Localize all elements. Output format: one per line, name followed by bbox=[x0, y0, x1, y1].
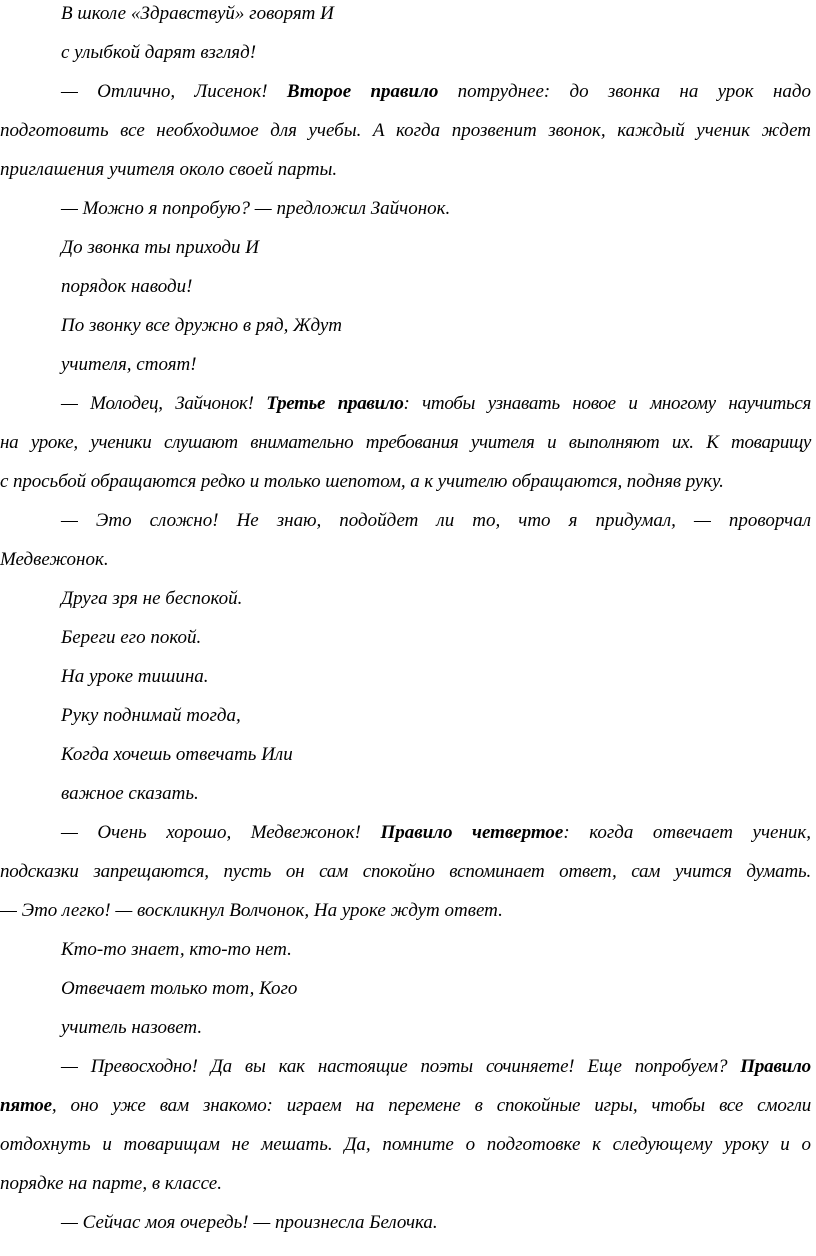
verse-line: порядок наводи! bbox=[61, 276, 193, 297]
rule-heading: Правило четвертое bbox=[380, 822, 564, 843]
verse-line: До звонка ты приходи И bbox=[61, 237, 259, 258]
verse-line: Руку поднимай тогда, bbox=[61, 705, 241, 726]
verse-line: Когда хочешь отвечать Или bbox=[61, 744, 293, 765]
verse-line: По звонку все дружно в ряд, Ждут bbox=[61, 315, 343, 336]
paragraph-line: — Это сложно! Не знаю, подойдет ли то, что я придумал, — проворчал bbox=[61, 510, 811, 531]
verse-line: В школе «Здравствуй» говорят И bbox=[61, 3, 334, 24]
dialogue-line: — Сейчас моя очередь! — произнесла Белочка. bbox=[61, 1212, 438, 1233]
verse-line: учитель назовет. bbox=[61, 1017, 203, 1038]
rule-heading: Правило bbox=[740, 1056, 811, 1077]
rule-heading: Третье правило bbox=[266, 393, 404, 414]
rule-heading: пятое bbox=[0, 1095, 52, 1116]
dialogue-line: — Можно я попробую? — предложил Зайчонок. bbox=[61, 198, 451, 219]
verse-line: На уроке тишина. bbox=[61, 666, 209, 687]
paragraph-line: — Молодец, Зайчонок! Третье правило: чтобы узнавать новое и многому научиться bbox=[61, 393, 811, 414]
paragraph-line: порядке на парте, в классе. bbox=[0, 1173, 222, 1194]
paragraph-line: Медвежонок. bbox=[0, 549, 109, 570]
paragraph-line: с просьбой обращаются редко и только шепотом, а к учителю обращаются, подняв руку. bbox=[0, 471, 724, 492]
paragraph-line: пятое, оно уже вам знакомо: играем на перемене в спокойные игры, чтобы все смогли bbox=[0, 1095, 811, 1116]
paragraph-line: — Отлично, Лисенок! Второе правило потруднее: до звонка на урок надо bbox=[61, 81, 811, 102]
paragraph-line: — Превосходно! Да вы как настоящие поэты сочиняете! Еще попробуем? Правило bbox=[61, 1056, 811, 1077]
verse-line: учителя, стоят! bbox=[61, 354, 197, 375]
paragraph-line: подготовить все необходимое для учебы. А когда прозвенит звонок, каждый ученик ждет bbox=[0, 120, 811, 141]
paragraph-line: — Это легко! — воскликнул Волчонок, На уроке ждут ответ. bbox=[0, 900, 503, 921]
paragraph-line: отдохнуть и товарищам не мешать. Да, помните о подготовке к следующему уроку и о bbox=[0, 1134, 811, 1155]
paragraph-line: — Очень хорошо, Медвежонок! Правило четвертое: когда отвечает ученик, bbox=[61, 822, 812, 843]
verse-line: Друга зря не беспокой. bbox=[61, 588, 243, 609]
verse-line: Кто-то знает, кто-то нет. bbox=[61, 939, 292, 960]
paragraph-line: на уроке, ученики слушают внимательно требования учителя и выполняют их. К товарищу bbox=[0, 432, 811, 453]
verse-line: Береги его покой. bbox=[61, 627, 202, 648]
rule-heading: Второе правило bbox=[286, 81, 439, 102]
paragraph-line: приглашения учителя около своей парты. bbox=[0, 159, 338, 180]
paragraph-line: подсказки запрещаются, пусть он сам спокойно вспоминает ответ, сам учится думать. bbox=[0, 861, 811, 882]
verse-line: важное сказать. bbox=[61, 783, 199, 804]
verse-line: с улыбкой дарят взгляд! bbox=[61, 42, 257, 63]
verse-line: Отвечает только тот, Кого bbox=[61, 978, 298, 999]
